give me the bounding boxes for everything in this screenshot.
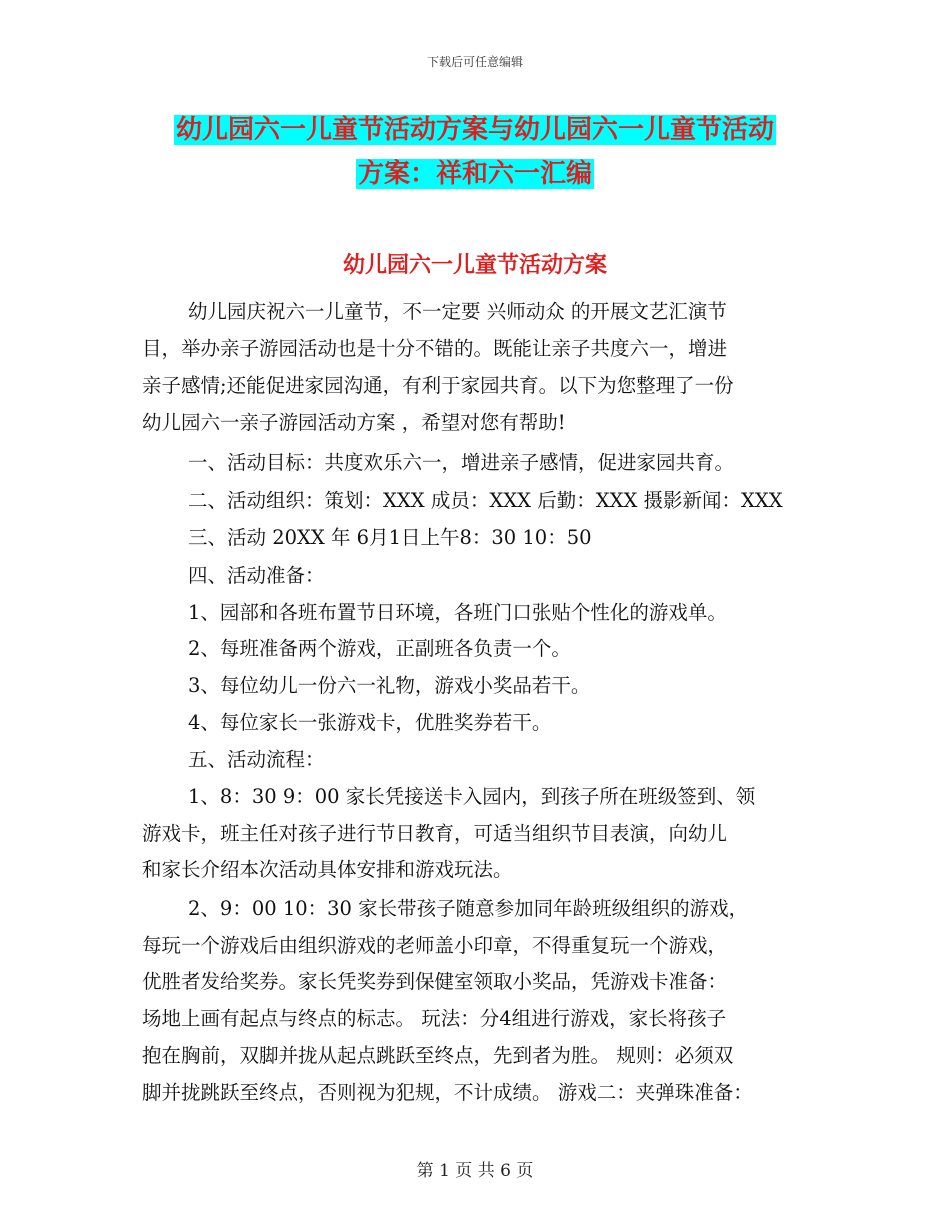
document-title-line-1: 幼儿园六一儿童节活动方案与幼儿园六一儿童节活动 — [175, 115, 774, 145]
document-title-line-2: 方案：祥和六一汇编 — [357, 159, 592, 189]
paragraph-line: 优胜者发给奖券。家长凭奖券到保健室领取小奖品，凭游戏卡准备： — [142, 970, 728, 993]
paragraph-line: 游戏卡，班主任对孩子进行节日教育，可适当组织节目表演，向幼儿 — [142, 822, 728, 845]
header-note: 下载后可任意编辑 — [426, 55, 523, 69]
paragraph-line: 幼儿园庆祝六一儿童节，不一定要 兴师动众 的开展文艺汇演节 — [188, 300, 727, 323]
paragraph-line: 2、每班准备两个游戏，正副班各负责一个。 — [188, 637, 571, 660]
paragraph-line: 1、园部和各班布置节日环境，各班门口张贴个性化的游戏单。 — [188, 601, 727, 624]
paragraph-line: 一、活动目标：共度欢乐六一，增进亲子感情，促进家园共育。 — [188, 451, 735, 474]
section-subtitle: 幼儿园六一儿童节活动方案 — [342, 252, 607, 278]
paragraph-line: 幼儿园六一亲子游园活动方案 ，希望对您有帮助! — [142, 411, 566, 434]
paragraph-line: 2、9：00 10：30 家长带孩子随意参加同年龄班级组织的游戏， — [188, 897, 749, 920]
paragraph-line: 每玩一个游戏后由组织游戏的老师盖小印章，不得重复玩一个游戏， — [142, 934, 728, 957]
paragraph-line: 二、活动组织：策划：XXX 成员：XXX 后勤：XXX 摄影新闻：XXX — [188, 489, 783, 512]
paragraph-line: 3、每位幼儿一份六一礼物，游戏小奖品若干。 — [188, 674, 591, 697]
paragraph-line: 场地上画有起点与终点的标志。 玩法：分4组进行游戏，家长将孩子 — [142, 1007, 727, 1030]
paragraph-line: 抱在胸前，双脚并拢从起点跳跃至终点，先到者为胜。 规则：必须双 — [142, 1044, 734, 1067]
paragraph-line: 五、活动流程： — [188, 748, 325, 771]
paragraph-line: 4、每位家长一张游戏卡，优胜奖券若干。 — [188, 711, 552, 734]
paragraph-line: 脚并拢跳跃至终点，否则视为犯规，不计成绩。 游戏二：夹弹珠准备： — [142, 1081, 753, 1104]
paragraph-line: 三、活动 20XX 年 6月1日上午8：30 10：50 — [188, 526, 592, 549]
paragraph-line: 四、活动准备： — [188, 564, 325, 587]
paragraph-line: 1、8：30 9：00 家长凭接送卡入园内，到孩子所在班级签到、领 — [188, 785, 756, 808]
paragraph-line: 和家长介绍本次活动具体安排和游戏玩法。 — [142, 858, 513, 881]
paragraph-line: 目，举办亲子游园活动也是十分不错的。既能让亲子共度六一，增进 — [142, 337, 728, 360]
page-footer: 第 1 页 共 6 页 — [416, 1161, 534, 1181]
paragraph-line: 亲子感情;还能促进家园沟通，有利于家园共育。以下为您整理了一份 — [142, 374, 734, 397]
